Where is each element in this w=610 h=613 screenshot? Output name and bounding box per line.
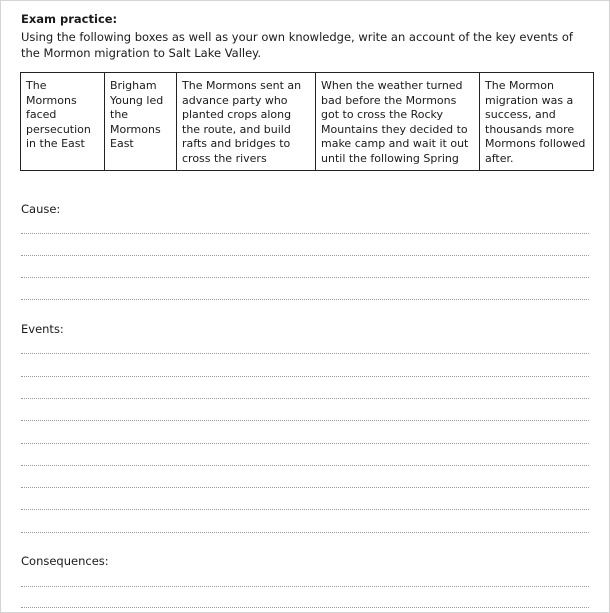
events-answer-line[interactable] [21,465,589,466]
event-box-3: The Mormons sent an advance party who planted crops along the route, and build rafts and bridges to cross the rivers [177,73,316,171]
consequences-answer-line[interactable] [21,586,589,587]
cause-answer-line[interactable] [21,277,589,278]
table-row [21,73,594,171]
cause-answer-line[interactable] [21,233,589,234]
events-answer-line[interactable] [21,443,589,444]
events-answer-line[interactable] [21,532,589,533]
events-answer-line[interactable] [21,487,589,488]
event-box-4: When the weather turned bad before the Mormons got to cross the Rocky Mountains they decided to make camp and wait it out until the following Spring [316,73,480,171]
events-answer-line[interactable] [21,398,589,399]
events-label: Events: [21,322,64,336]
page-title: Exam practice: [21,12,118,26]
instructions: Using the following boxes as well as your own knowledge, write an account of the key events of the Mormon migration to Salt Lake Valley. [21,30,573,60]
events-answer-line[interactable] [21,376,589,377]
key-events-table [20,72,594,171]
event-box-1: The Mormons faced persecution in the East [21,73,105,171]
consequences-label: Consequences: [21,554,109,568]
event-box-5: The Mormon migration was a success, and thousands more Mormons followed after. [480,73,594,171]
cause-answer-line[interactable] [21,255,589,256]
events-answer-line[interactable] [21,509,589,510]
events-answer-line[interactable] [21,420,589,421]
event-box-2: Brigham Young led the Mormons East [105,73,177,171]
cause-label: Cause: [21,202,61,216]
consequences-answer-line[interactable] [21,607,589,608]
events-answer-line[interactable] [21,353,589,354]
cause-answer-line[interactable] [21,299,589,300]
